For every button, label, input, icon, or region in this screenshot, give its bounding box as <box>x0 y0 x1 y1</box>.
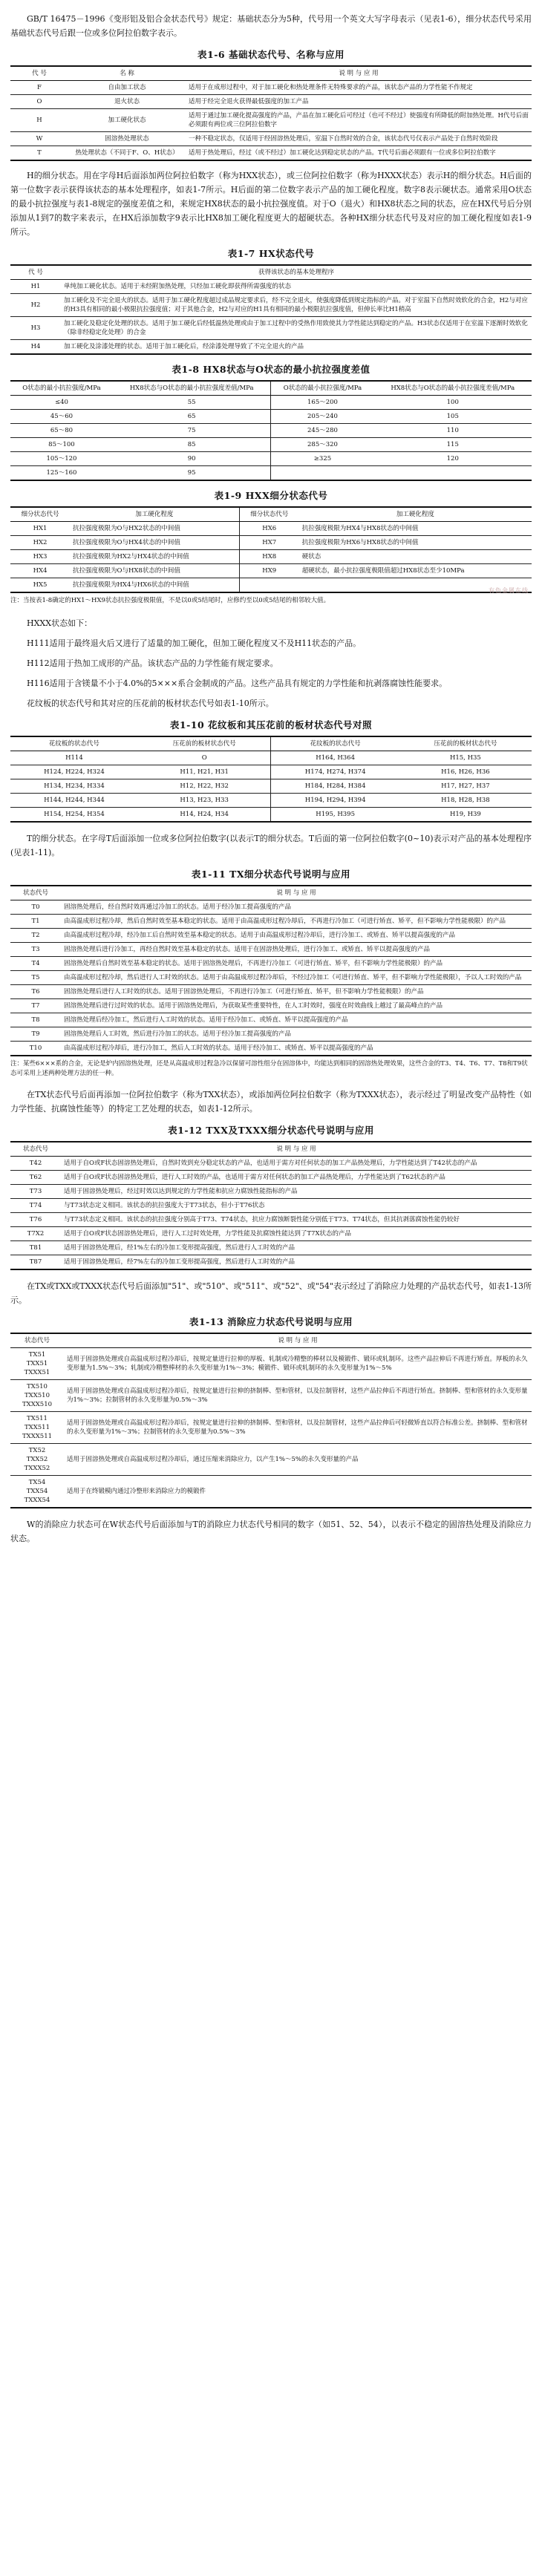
table-header-cell: 花纹板的状态代号 <box>10 736 138 751</box>
table-header-cell: 说 明 与 应 用 <box>61 1142 532 1157</box>
table-cell <box>373 466 532 481</box>
table-header-cell: 说 明 与 应 用 <box>186 66 532 81</box>
table-header-cell: 细分状态代号 <box>10 507 70 522</box>
table-row <box>10 971 532 985</box>
table-cell: H134, H234, H334 <box>10 779 138 794</box>
table-row <box>10 808 532 823</box>
table-cell: T74 <box>10 1199 61 1213</box>
table-row <box>10 957 532 971</box>
table-1-9 <box>10 506 532 593</box>
table-cell: ≤40 <box>10 396 113 410</box>
table-cell: T7X2 <box>10 1227 61 1241</box>
table-cell: 加工硬化状态 <box>68 109 186 132</box>
table-cell: 75 <box>113 424 271 438</box>
table-cell: T2 <box>10 929 61 943</box>
table-cell: TX52 TXX52 TXXX52 <box>10 1444 64 1476</box>
table-row <box>10 929 532 943</box>
table-cell: T1 <box>10 915 61 929</box>
table-cell: 固溶热处理后经冷加工，然后进行人工时效的状态。适用于经冷加工、或矫直、矫平以提高强度的产品 <box>61 1013 532 1027</box>
table-cell: 适用于固溶热处理后，经7%左右的冷加工变形提高强度，然后进行人工时效的产品 <box>61 1255 532 1270</box>
table-cell: HX6 <box>239 522 299 536</box>
table-cell: H17, H27, H37 <box>399 779 532 794</box>
table-row <box>10 1380 532 1412</box>
table-header-cell: O状态的最小抗拉强度/MPa <box>10 381 113 396</box>
table-row <box>10 794 532 808</box>
table-row <box>10 779 532 794</box>
table-cell: H195, H395 <box>271 808 399 823</box>
table-cell: 加工硬化及稳定化处理的状态。适用于加工硬化后经低温热处理或由于加工过程中的受热作用致使其力学性能达到稳定的产品。H3状态仅适用于在室温下逐渐时效软化（除非经稳定化处理）的合金 <box>61 317 532 340</box>
table-cell: 115 <box>373 438 532 452</box>
table-cell: 适用于固溶热处理或自高温成形过程冷却后，按规定量进行拉伸的挤制棒、型和管材，以及拉制管材，这些产品拉伸后可轻微矫直以符合标准公差。挤制棒、型和管材的永久变形量为1%～3%；拉制管材的永久变形量为0.5%～3% <box>64 1412 532 1444</box>
table-1-12-body <box>10 1157 532 1270</box>
table-row <box>10 765 532 779</box>
table-header-cell: 状态代号 <box>10 886 61 900</box>
table-header-cell: 获得该状态的基本处理程序 <box>61 265 532 280</box>
table-row <box>10 146 532 161</box>
table-cell: H1 <box>10 280 61 294</box>
table-header-cell: O状态的最小抗拉强度/MPa <box>271 381 374 396</box>
table-cell: ≥325 <box>271 452 374 466</box>
table-cell: 加工硬化及涂漆处理的状态。适用于加工硬化后，经涂漆处理导致了不完全退火的产品 <box>61 340 532 355</box>
table-cell: 105～120 <box>10 452 113 466</box>
table-row <box>10 340 532 355</box>
table-cell: 适用于在成形过程中，对于加工硬化和热处理条件无特殊要求的产品，该状态产品的力学性能不作规定 <box>186 81 532 95</box>
table-cell: HX5 <box>10 578 70 593</box>
table-1-11-body <box>10 900 532 1056</box>
table-cell: 适用于固溶热处理后，经过时效以达到规定的力学性能和抗应力腐蚀性能指标的产品 <box>61 1185 532 1199</box>
table-row <box>10 95 532 109</box>
h111-paragraph: H111适用于最终退火后又进行了适量的加工硬化，但加工硬化程度又不及H11状态的产品。 <box>27 638 362 648</box>
table-cell: HX2 <box>10 536 70 550</box>
h116-paragraph: H116适用于含镁量不小于4.0%的5×××系合金制成的产品。这些产品具有规定的力学性能和抗剥落腐蚀性能要求。 <box>27 679 448 688</box>
table-cell: H124, H224, H324 <box>10 765 138 779</box>
table-cell: 一种不稳定状态，仅适用于经固溶热处理后，室温下自然时效的合金，该状态代号仅表示产品处于自然时效阶段 <box>186 132 532 146</box>
table-cell: HX3 <box>10 550 70 564</box>
table-row <box>10 396 532 410</box>
table-cell: 适用于自O或F状态固溶热处理后，进行人工过时效处理，力学性能及抗腐蚀性能达到了T7X状态的产品 <box>61 1227 532 1241</box>
table-cell: 抗拉强度极限为O与HX2状态的中间值 <box>70 522 239 536</box>
table-1-13 <box>10 1333 532 1508</box>
table-cell: T7 <box>10 999 61 1013</box>
table-cell: 自由加工状态 <box>68 81 186 95</box>
table-cell: 105 <box>373 410 532 424</box>
table-cell: 抗拉强度极限为HX4与HX6状态的中间值 <box>70 578 239 593</box>
table-cell: 适用于热处理后，经过（或不经过）加工硬化达到稳定状态的产品。T代号后面必须跟有一位或多位阿拉伯数字 <box>186 146 532 161</box>
table-1-9-note: 注：当按表1-8确定的HX1～HX9状态抗拉强度极限值，不是以0或5结尾时，应修约至以0或5结尾的相邻较大值。 <box>10 597 330 604</box>
table-header-cell: 名 称 <box>68 66 186 81</box>
table-cell: F <box>10 81 68 95</box>
table-1-12-wrapper <box>10 1141 532 1270</box>
table-row <box>10 1348 532 1380</box>
table-1-11-caption: 表1-11 TX细分状态代号说明与应用 <box>191 869 351 880</box>
table-cell: 抗拉强度极限为HX2与HX4状态的中间值 <box>70 550 239 564</box>
table-cell: 适用于固溶热处理或自高温成形过程冷却后，按规定量进行拉伸的厚板、轧制或冷精整的棒材以及模锻件、锻环或轧制环。这些产品拉伸后不再进行矫直。厚板的永久变形量为1.5%～3%；轧制或冷精整棒材的永久变形量为1%～3%；模锻件、锻环或轧制环的永久变形量为1%～5% <box>64 1348 532 1380</box>
table-cell: 由高温成形过程冷却，然后自然时效至基本稳定的状态。适用于由高温成形过程冷却后，不再进行冷加工（可进行矫直、矫平，但不影响力学性能极限）的产品 <box>61 915 532 929</box>
table-row <box>10 81 532 95</box>
table-1-12-caption: 表1-12 TXX及TXXX细分状态代号说明与应用 <box>168 1125 374 1136</box>
table-cell: H184, H284, H384 <box>271 779 399 794</box>
table-cell: 45～60 <box>10 410 113 424</box>
table-1-11 <box>10 885 532 1056</box>
table-header-cell: 压花前的板材状态代号 <box>399 736 532 751</box>
watermark-text: 有色金属在线 <box>489 587 529 594</box>
table-row <box>10 550 532 564</box>
table-row <box>10 578 532 593</box>
table-row <box>10 1171 532 1185</box>
t-substate-paragraph: T的细分状态。在字母T后面添加一位或多位阿拉伯数字(以表示T的细分状态。T后面的第一位阿拉伯数字(0~10)表示对产品的基本处理程序(见表1-11)。 <box>10 834 532 857</box>
table-cell: H114 <box>10 751 138 765</box>
table-1-10-body <box>10 751 532 823</box>
table-cell: T73 <box>10 1185 61 1199</box>
table-header-cell: 代 号 <box>10 265 61 280</box>
table-cell: T4 <box>10 957 61 971</box>
table-1-6 <box>10 65 532 161</box>
table-1-13-caption: 表1-13 消除应力状态代号说明与应用 <box>189 1316 353 1327</box>
table-row <box>10 915 532 929</box>
table-cell: T8 <box>10 1013 61 1027</box>
table-row <box>10 1013 532 1027</box>
table-header-cell: 压花前的板材状态代号 <box>138 736 271 751</box>
table-cell: H <box>10 109 68 132</box>
table-header-cell: 细分状态代号 <box>239 507 299 522</box>
table-cell: HX9 <box>239 564 299 578</box>
table-cell: 抗拉强度极限为HX4与HX8状态的中间值 <box>299 522 532 536</box>
table-cell: W <box>10 132 68 146</box>
table-header-cell: 花纹板的状态代号 <box>271 736 399 751</box>
intro-paragraph: GB/T 16475－1996《变形铝及铝合金状态代号》规定：基础状态分为5种，代号用一个英文大写字母表示（见表1-6），细分状态代号采用基础状态代号后跟一位或多位阿拉伯数字表示。 <box>10 14 532 38</box>
table-header-cell: 代 号 <box>10 66 68 81</box>
table-row <box>10 452 532 466</box>
table-row <box>10 317 532 340</box>
table-1-10-caption: 表1-10 花纹板和其压花前的板材状态代号对照 <box>169 719 373 730</box>
table-cell: 110 <box>373 424 532 438</box>
table-cell: 90 <box>113 452 271 466</box>
table-cell: H164, H364 <box>271 751 399 765</box>
table-cell: H11, H21, H31 <box>138 765 271 779</box>
h-substate-paragraph: H的细分状态。用在字母H后面添加两位阿拉伯数字（称为HXX状态），或三位阿拉伯数字（称为HXXX状态）表示H的细分状态。H后面的第一位数字表示获得该状态的基本处理程序，如表1-7所示。H后面的第二位数字表示产品的加工硬化程度。数字8表示硬状态。通常采用O状态的最小抗拉强度与表1-8规定的强度差值之和，来规定HX8状态的最小抗拉强度值。对于O（退火）和HX8状态之间的状态，应在HX代号后分别添加从1到7的数字来表示，在HX后添加数字9表示比HX8加工硬化程度更大的超硬状态。各种HX细分状态代号及对应的加工硬化程度如表1-9所示。 <box>10 171 532 237</box>
table-cell: 65 <box>113 410 271 424</box>
table-cell: 固溶热处理后自然时效至基本稳定的状态。适用于固溶热处理后，不再进行冷加工（可进行矫直、矫平，但不影响力学性能极限）的产品 <box>61 957 532 971</box>
table-row <box>10 1241 532 1255</box>
table-1-8-caption: 表1-8 HX8状态与O状态的最小抗拉强度差值 <box>172 364 370 375</box>
table-cell: 65～80 <box>10 424 113 438</box>
table-row <box>10 1227 532 1241</box>
table-1-9-body <box>10 522 532 593</box>
table-cell: H4 <box>10 340 61 355</box>
table-cell: 95 <box>113 466 271 481</box>
txx-paragraph: 在TX状态代号后面再添加一位阿拉伯数字（称为TXX状态），或添加两位阿拉伯数字（称为TXXX状态），表示经过了明显改变产品特性（如力学性能、抗腐蚀性能等）的特定工艺处理的状态，如表1-12所示。 <box>10 1090 532 1114</box>
table-header-cell: 加工硬化程度 <box>299 507 532 522</box>
table-header-cell: 状态代号 <box>10 1142 61 1157</box>
table-row <box>10 424 532 438</box>
table-cell: H18, H28, H38 <box>399 794 532 808</box>
table-cell: 固溶热处理后，经自然时效再通过冷加工的状态。适用于经冷加工提高强度的产品 <box>61 900 532 915</box>
table-cell: 加工硬化及不完全退火的状态。适用于加工硬化程度超过成品规定要求后，经不完全退火，使强度降低到规定指标的产品。对于室温下自然时效软化的合金，H2与对应的H3具有相同的最小极限抗拉强度值；对于其他合金，H2与对应的H1具有相同的最小极限抗拉强度值，但伸长率比H1稍高 <box>61 294 532 317</box>
table-row <box>10 132 532 146</box>
table-row <box>10 536 532 550</box>
table-cell: 适用于固溶热处理或自高温成形过程冷却后，按规定量进行拉伸的挤制棒、型和管材，以及拉制管材，这些产品拉伸后不再进行矫直。挤制棒、型和管材的永久变形量为1%～3%；拉制管材的永久变形量为0.5%～3% <box>64 1380 532 1412</box>
table-cell: 适用于经完全退火获得最低强度的加工产品 <box>186 95 532 109</box>
table-1-8 <box>10 380 532 481</box>
table-cell: T81 <box>10 1241 61 1255</box>
table-cell: 退火状态 <box>68 95 186 109</box>
table-cell: H12, H22, H32 <box>138 779 271 794</box>
table-1-11-note: 注：某些6×××系的合金，无论是炉内固溶热处理，还是从高温成形过程急冷以保留可溶性组分在固溶体中，均能达到相同的固溶热处理效果，这些合金的T3、T4、T6、T7、T8和T9状态可采用上述两种处理方法的任一种。 <box>10 1060 528 1077</box>
table-row <box>10 1444 532 1476</box>
table-cell: 100 <box>373 396 532 410</box>
h112-paragraph: H112适用于热加工成形的产品。该状态产品的力学性能有规定要求。 <box>27 658 278 668</box>
table-row <box>10 109 532 132</box>
table-row <box>10 1199 532 1213</box>
table-cell: 205～240 <box>271 410 374 424</box>
table-cell: 适用于通过加工硬化提高强度的产品，产品在加工硬化后可经过（也可不经过）使强度有所降低的附加热处理。H代号后面必须跟有两位或三位阿拉伯数字 <box>186 109 532 132</box>
table-1-13-wrapper <box>10 1333 532 1508</box>
table-cell: TX54 TXX54 TXXX54 <box>10 1476 64 1508</box>
table-cell: 适用于固溶热处理后，经1%左右的冷加工变形提高强度，然后进行人工时效的产品 <box>61 1241 532 1255</box>
table-cell: H174, H274, H374 <box>271 765 399 779</box>
table-cell: HX7 <box>239 536 299 550</box>
table-1-8-body <box>10 396 532 481</box>
table-row <box>10 751 532 765</box>
table-cell: H2 <box>10 294 61 317</box>
table-cell: 245～280 <box>271 424 374 438</box>
table-row <box>10 1185 532 1199</box>
table-cell: H154, H254, H354 <box>10 808 138 823</box>
table-cell: H194, H294, H394 <box>271 794 399 808</box>
table-1-10-wrapper <box>10 736 532 823</box>
table-cell: T10 <box>10 1042 61 1056</box>
table-cell: 适用于固溶热处理或自高温成形过程冷却后，通过压缩来消除应力，以产生1%～5%的永久变形量的产品 <box>64 1444 532 1476</box>
table-cell: 由高温成形过程冷却后，进行冷加工，然后人工时效的状态。适用于经冷加工、或矫直、矫平以提高强度的产品 <box>61 1042 532 1056</box>
table-row <box>10 1476 532 1508</box>
table-cell: 固溶热处理状态 <box>68 132 186 146</box>
table-cell: 85 <box>113 438 271 452</box>
table-cell: 抗拉强度极限为HX6与HX8状态的中间值 <box>299 536 532 550</box>
table-cell: 与T73状态定义相同。该状态的抗拉强度大于T73状态，但小于T76状态 <box>61 1199 532 1213</box>
table-1-9-wrapper <box>10 506 532 593</box>
table-row <box>10 280 532 294</box>
table-1-6-caption: 表1-6 基础状态代号、名称与应用 <box>197 49 345 60</box>
table-cell: 固溶热处理后进行冷加工，再经自然时效至基本稳定的状态。适用于在固溶热处理后，进行冷加工、或矫直、矫平以提高强度的产品 <box>61 943 532 957</box>
table-cell: 适用于自O或F状态固溶热处理后，进行人工时效的产品，也适用于需方对任何状态的加工产品热处理后，力学性能达到了T62状态的产品 <box>61 1171 532 1185</box>
table-cell: T6 <box>10 985 61 999</box>
table-1-12 <box>10 1141 532 1270</box>
table-cell: O <box>138 751 271 765</box>
table-cell: T0 <box>10 900 61 915</box>
table-row <box>10 410 532 424</box>
table-row <box>10 1255 532 1270</box>
table-cell: HX4 <box>10 564 70 578</box>
table-cell: HX8 <box>239 550 299 564</box>
table-cell: T87 <box>10 1255 61 1270</box>
table-cell: T76 <box>10 1213 61 1227</box>
table-header-cell: 加工硬化程度 <box>70 507 239 522</box>
table-cell: 165～200 <box>271 396 374 410</box>
table-cell: 适用于在终锻模内通过冷整形来消除应力的模锻件 <box>64 1476 532 1508</box>
table-cell: 热处理状态（不同于F、O、H状态） <box>68 146 186 161</box>
table-row <box>10 294 532 317</box>
table-cell <box>271 466 374 481</box>
table-cell: 285～320 <box>271 438 374 452</box>
table-cell: T62 <box>10 1171 61 1185</box>
table-1-10 <box>10 736 532 823</box>
table-header-cell: 说 明 与 应 用 <box>61 886 532 900</box>
table-1-7-caption: 表1-7 HX状态代号 <box>227 248 315 259</box>
table-row <box>10 985 532 999</box>
table-cell: 固溶热处理后进行过时效的状态。适用于固溶热处理后，为获取某些重要特性，在人工时效时，强度在时效曲线上越过了最高峰点的产品 <box>61 999 532 1013</box>
w-stress-relief-paragraph: W的消除应力状态可在W状态代号后面添加与T的消除应力状态代号相同的数字（如51、52、54），以表示不稳定的固溶热处理及消除应力状态。 <box>10 1520 532 1543</box>
table-cell: 单纯加工硬化状态。适用于未经附加热处理，只经加工硬化即获得所需强度的状态 <box>61 280 532 294</box>
pattern-plate-paragraph: 花纹板的状态代号和其对应的压花前的板材状态代号如表1-10所示。 <box>27 699 274 708</box>
table-cell: T5 <box>10 971 61 985</box>
table-cell: HX1 <box>10 522 70 536</box>
table-row <box>10 522 532 536</box>
table-cell: 固溶热处理后进行人工时效的状态。适用于固溶热处理后，不再进行冷加工（可进行矫直、矫平，但不影响力学性能极限）的产品 <box>61 985 532 999</box>
table-cell: T3 <box>10 943 61 957</box>
table-cell: 抗拉强度极限为O与HX8状态的中间值 <box>70 564 239 578</box>
table-1-13-body <box>10 1348 532 1508</box>
table-cell: H3 <box>10 317 61 340</box>
table-cell: H144, H244, H344 <box>10 794 138 808</box>
table-cell: T9 <box>10 1027 61 1042</box>
table-cell: 与T73状态定义相同。该状态的抗拉强度分别高于T73、T74状态，抗应力腐蚀断裂性能分别低于T73、T74状态，但其抗剥落腐蚀性能仍较好 <box>61 1213 532 1227</box>
table-row <box>10 999 532 1013</box>
table-1-7 <box>10 264 532 355</box>
table-cell: H15, H35 <box>399 751 532 765</box>
table-row <box>10 438 532 452</box>
table-cell: TX51 TXX51 TXXX51 <box>10 1348 64 1380</box>
table-cell: T <box>10 146 68 161</box>
table-cell: TX510 TXX510 TXXX510 <box>10 1380 64 1412</box>
table-cell: H14, H24, H34 <box>138 808 271 823</box>
table-cell: 55 <box>113 396 271 410</box>
table-cell: T42 <box>10 1157 61 1171</box>
stress-relief-paragraph: 在TX或TXX或TXXX状态代号后面添加"51"、或"510"、或"511"、或"52"、或"54"表示经过了消除应力处理的产品状态代号，如表1-13所示。 <box>10 1281 532 1305</box>
table-header-cell: HX8状态与O状态的最小抗拉强度差值/MPa <box>113 381 271 396</box>
table-cell: 125～160 <box>10 466 113 481</box>
table-row <box>10 1042 532 1056</box>
table-cell: 由高温成形过程冷却，然后进行人工时效的状态。适用于由高温成形过程冷却后，不经过冷加工（可进行矫直、矫平，但不影响力学性能极限），予以人工时效的产品 <box>61 971 532 985</box>
table-1-9-caption: 表1-9 HXX细分状态代号 <box>214 490 328 501</box>
table-cell: 85～100 <box>10 438 113 452</box>
table-cell: H13, H23, H33 <box>138 794 271 808</box>
table-row <box>10 466 532 481</box>
table-row <box>10 1157 532 1171</box>
table-cell: TX511 TXX511 TXXX511 <box>10 1412 64 1444</box>
table-cell: H16, H26, H36 <box>399 765 532 779</box>
table-cell: H19, H39 <box>399 808 532 823</box>
table-header-cell: 说 明 与 应 用 <box>64 1333 532 1348</box>
table-cell: 120 <box>373 452 532 466</box>
table-1-7-body <box>10 280 532 355</box>
table-row <box>10 1213 532 1227</box>
hxxx-title: HXXX状态如下： <box>27 618 93 628</box>
table-cell <box>239 578 299 593</box>
table-cell: 由高温成形过程冷却，经冷加工后自然时效至基本稳定的状态。适用于由高温成形过程冷却后，进行冷加工、或矫直、矫平以提高强度的产品 <box>61 929 532 943</box>
table-header-cell: HX8状态与O状态的最小抗拉强度差值/MPa <box>373 381 532 396</box>
table-cell: 适用于自O或F状态固溶热处理后，自然时效到充分稳定状态的产品，也适用于需方对任何状态的加工产品热处理后，力学性能达到了T42状态的产品 <box>61 1157 532 1171</box>
table-header-cell: 状态代号 <box>10 1333 64 1348</box>
table-row <box>10 1412 532 1444</box>
table-cell: O <box>10 95 68 109</box>
table-row <box>10 564 532 578</box>
table-1-6-body <box>10 81 532 161</box>
table-cell: 抗拉强度极限为O与HX4状态的中间值 <box>70 536 239 550</box>
table-row <box>10 900 532 915</box>
table-cell: 超硬状态，最小抗拉强度极限值超过HX8状态至少10MPa <box>299 564 532 578</box>
table-cell: 固溶热处理后人工时效，然后进行冷加工的状态。适用于经冷加工提高强度的产品 <box>61 1027 532 1042</box>
table-cell: 硬状态 <box>299 550 532 564</box>
table-row <box>10 1027 532 1042</box>
table-row <box>10 943 532 957</box>
